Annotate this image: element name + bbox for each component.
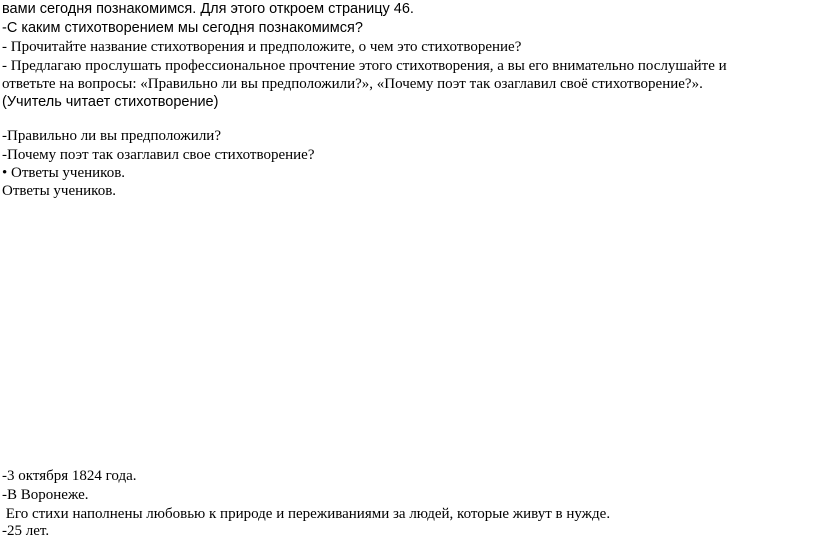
text-line-2: -С каким стихотворением мы сегодня познакомимся? [2, 20, 363, 36]
text-line-1: вами сегодня познакомимся. Для этого откроем страницу 46. [2, 1, 414, 17]
fact-line-3: Его стихи наполнены любовью к природе и переживаниями за людей, которые живут в нужде. [2, 506, 611, 522]
fact-line-1: -3 октября 1824 года. [2, 468, 137, 484]
question-line-2: -Почему поэт так озаглавил свое стихотворение? [2, 147, 315, 163]
bullet-answer-line: • Ответы учеников. [2, 165, 126, 181]
fact-line-2: -В Воронеже. [2, 487, 89, 503]
text-line-4: - Предлагаю прослушать профессиональное прочтение этого стихотворения, а вы его внимательно послушайте и [2, 58, 727, 74]
text-line-3: - Прочитайте название стихотворения и предположите, о чем это стихотворение? [2, 39, 522, 55]
question-line-1: -Правильно ли вы предположили? [2, 128, 221, 144]
text-line-5: ответьте на вопросы: «Правильно ли вы предположили?», «Почему поэт так озаглавил своё стихотворение?». [2, 76, 703, 92]
answer-line: Ответы учеников. [2, 183, 117, 199]
fact-line-4: -25 лет. [2, 523, 50, 539]
text-line-6: (Учитель читает стихотворение) [2, 94, 219, 110]
